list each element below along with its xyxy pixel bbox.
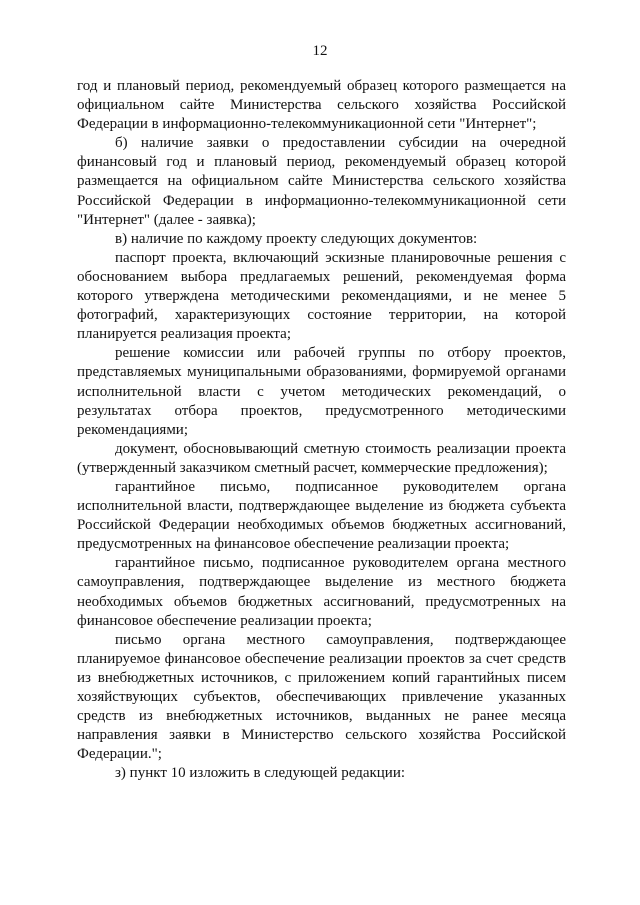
paragraph: документ, обосновывающий сметную стоимость реализации проекта (утвержденный заказчиком сметный расчет, коммерческие предложения); — [77, 440, 566, 476]
document-body — [77, 77, 566, 783]
paragraph: в) наличие по каждому проекту следующих документов: — [115, 230, 478, 247]
paragraph: письмо органа местного самоуправления, подтверждающее планируемое финансовое обеспечение реализации проектов за счет средств из внебюджетных источников, с приложением копий гарантийных писем хозяйствующих субъектов, обеспечивающих привлечение указанных средств из внебюджетных источников, выданных не ранее месяца направления заявки в Министерство сельского хозяйства Российской Федерации."; — [77, 631, 566, 763]
paragraph: з) пункт 10 изложить в следующей редакции: — [115, 765, 406, 782]
page-number: 12 — [312, 43, 328, 59]
paragraph: б) наличие заявки о предоставлении субсидии на очередной финансовый год и плановый период, рекомендуемый образец которой размещается на официальном сайте Министерства сельского хозяйства Российской Федерации в информационно-телекоммуникационной сети "Интернет" (далее - заявка); — [77, 135, 566, 228]
paragraph: год и плановый период, рекомендуемый образец которого размещается на официальном сайте Министерства сельского хозяйства Российской Федерации в информационно-телекоммуникационной сети "Интернет"; — [77, 78, 566, 133]
paragraph: паспорт проекта, включающий эскизные планировочные решения с обоснованием выбора предлагаемых решений, рекомендуемая форма которого утверждена методическими рекомендациями, и не менее 5 фотографий, характеризующих состояние территории, на которой планируется реализация проекта; — [77, 249, 566, 343]
paragraph: гарантийное письмо, подписанное руководителем органа исполнительной власти, подтверждающее выделение из бюджета субъекта Российской Федерации необходимых объемов бюджетных ассигнований, предусмотренных на финансовое обеспечение реализации проекта; — [77, 478, 566, 553]
paragraph: гарантийное письмо, подписанное руководителем органа местного самоуправления, подтверждающее выделение из местного бюджета необходимых объемов бюджетных ассигнований, предусмотренных на финансовое обеспечение реализации проекта; — [77, 555, 566, 629]
paragraph: решение комиссии или рабочей группы по отбору проектов, представляемых муниципальными образованиями, формируемой органами исполнительной власти с учетом методических рекомендаций, о результатах отбора проектов, предусмотренного методическими рекомендациями; — [77, 345, 566, 438]
